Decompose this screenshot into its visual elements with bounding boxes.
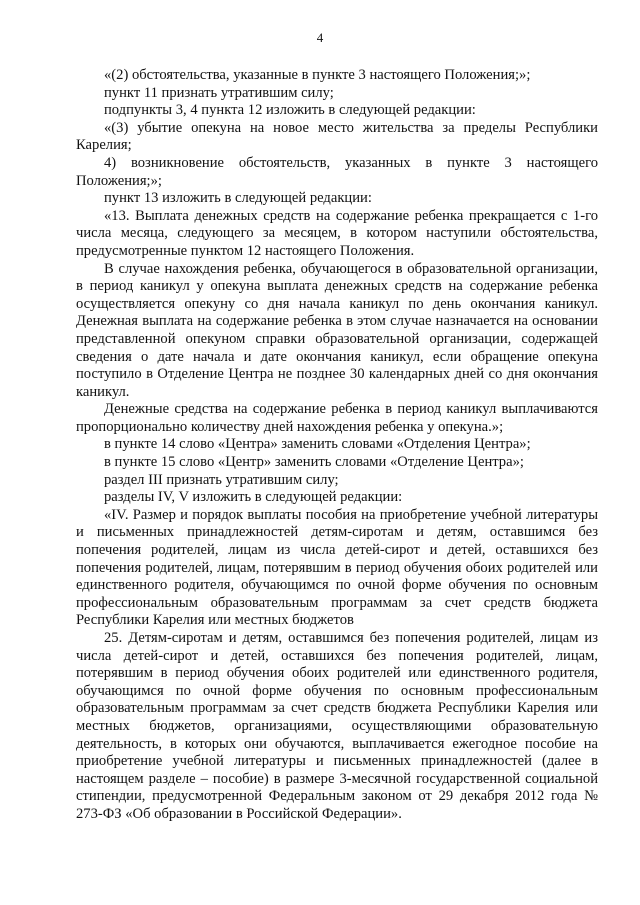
paragraph: раздел III признать утратившим силу; bbox=[104, 471, 339, 488]
paragraph: пункт 11 признать утратившим силу; bbox=[104, 84, 334, 101]
paragraph: Денежные средства на содержание ребенка в период каникул выплачиваются пропорционально количеству дней нахождения ребенка у опекуна.»; bbox=[76, 401, 598, 435]
paragraph: пункт 13 изложить в следующей редакции: bbox=[104, 190, 372, 207]
paragraph: разделы IV, V изложить в следующей редакции: bbox=[104, 489, 403, 506]
paragraph: «(3) убытие опекуна на новое место жительства за пределы Республики Карелия; bbox=[76, 119, 598, 154]
paragraph: 4) возникновение обстоятельств, указанных в пункте 3 настоящего Положения;»; bbox=[76, 154, 598, 189]
paragraph: «(2) обстоятельства, указанные в пункте 3 настоящего Положения;»; bbox=[104, 67, 531, 83]
paragraph: в пункте 15 слово «Центр» заменить словами «Отделение Центра»; bbox=[104, 454, 524, 471]
paragraph: подпункты 3, 4 пункта 12 изложить в следующей редакции: bbox=[104, 102, 476, 119]
document-body bbox=[76, 67, 598, 824]
paragraph: В случае нахождения ребенка, обучающегося в образовательной организации, в период каникул у опекуна выплата денежных средств на содержание ребенка осуществляется опекуну со дня начала каникул по день окончания каникул. Денежная выплата на содержание ребенка в этом случае назначается на основании представленной опекуном справки образовательной организации, содержащей сведения о дате начала и дате окончания каникул, если обращение опекуна поступило в Отделение Центра не позднее 30 календарных дней со дня окончания каникул. bbox=[76, 260, 598, 400]
paragraph: в пункте 14 слово «Центра» заменить словами «Отделения Центра»; bbox=[104, 436, 531, 453]
paragraph: «13. Выплата денежных средств на содержание ребенка прекращается с 1-го числа месяца, следующего за месяцем, в котором наступили обстоятельства, предусмотренные пунктом 12 настоящего Положения. bbox=[76, 207, 598, 259]
section-heading-paragraph: «IV. Размер и порядок выплаты пособия на приобретение учебной литературы и письменных принадлежностей детям-сиротам и детям, оставшимся без попечения родителей, лицам из числа детей-сирот и детей, оставшихся без попечения родителей, лицам, потерявшим в период обучения обоих родителей или единственного родителя, обучающимся по очной форме обучения по основным профессиональным образовательным программам за счет средств бюджета Республики Карелия или местных бюджетов bbox=[76, 506, 598, 629]
page-number: 4 bbox=[316, 30, 324, 45]
paragraph: 25. Детям-сиротам и детям, оставшимся без попечения родителей, лицам из числа детей-сирот и детей, оставшихся без попечения родителей, лицам, потерявшим в период обучения обоих родителей или единственного родителя, обучающимся по очной форме обучения по основным профессиональным образовательным программам за счет средств бюджета Республики Карелия или местных бюджетов, организациями, осуществляющими образовательную деятельность, в которых они обучаются, выплачивается ежегодное пособие на приобретение учебной литературы и письменных принадлежностей (далее в настоящем разделе – пособие) в размере 3-месячной государственной социальной стипендии, предусмотренной Федеральным законом от 29 декабря 2012 года № 273-ФЗ «Об образовании в Российской Федерации». bbox=[76, 630, 598, 822]
